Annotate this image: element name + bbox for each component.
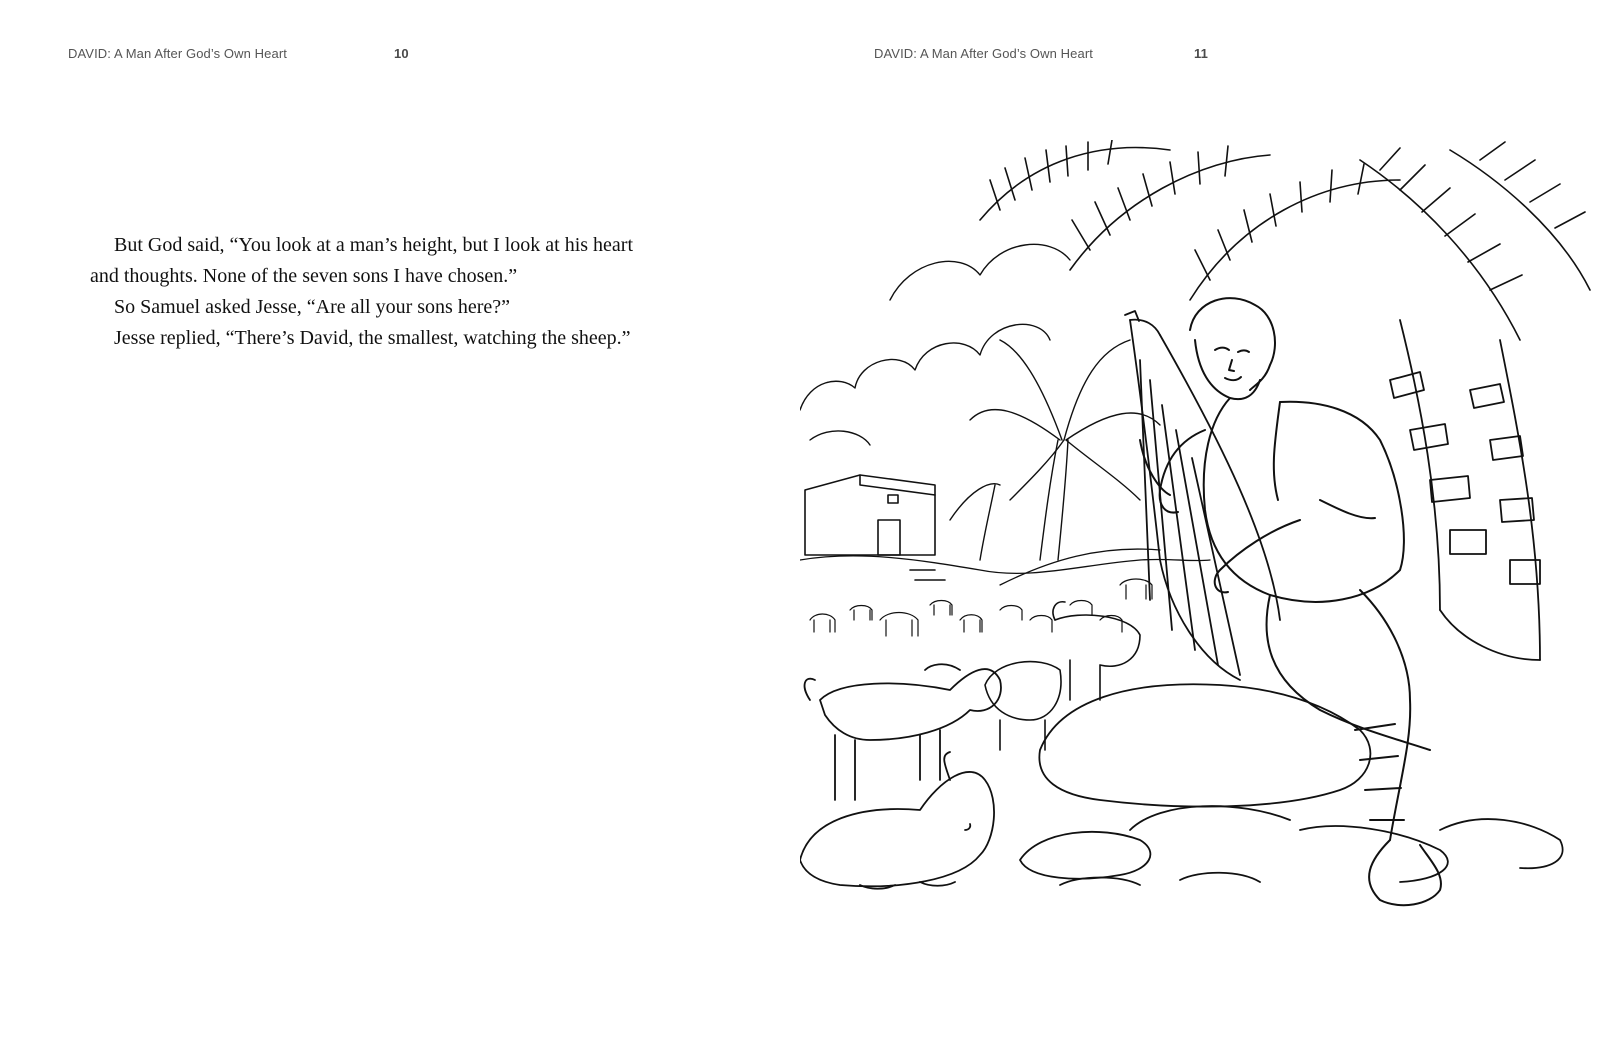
story-text <box>90 230 690 354</box>
right-page <box>800 0 1600 1038</box>
paragraph-line: Jesse replied, “There’s David, the smallest, watching the sheep.” <box>114 327 631 349</box>
distant-flock <box>810 579 1152 636</box>
page-number: 11 <box>1194 46 1208 61</box>
palm-trunk-right <box>1390 320 1540 660</box>
lamb-lying <box>800 752 994 889</box>
page-number: 10 <box>394 46 409 61</box>
clouds <box>800 244 1070 445</box>
running-title: DAVID: A Man After God’s Own Heart <box>874 46 1093 61</box>
david-shepherd-illustration <box>800 140 1600 940</box>
house <box>805 475 945 580</box>
palm-tree-background <box>950 340 1160 560</box>
running-title: DAVID: A Man After God’s Own Heart <box>68 46 287 61</box>
david-figure <box>1140 298 1441 905</box>
harp <box>1125 311 1280 680</box>
paragraph-line: and thoughts. None of the seven sons I have chosen.” <box>90 265 518 287</box>
rock-boulder <box>1020 684 1563 885</box>
goat-standing <box>805 664 1001 800</box>
goats-group <box>985 602 1140 750</box>
paragraph-line: So Samuel asked Jesse, “Are all your sons here?” <box>114 296 510 318</box>
palm-fronds-top <box>980 140 1590 340</box>
paragraph-line: But God said, “You look at a man’s height, but I look at his heart <box>114 234 634 256</box>
